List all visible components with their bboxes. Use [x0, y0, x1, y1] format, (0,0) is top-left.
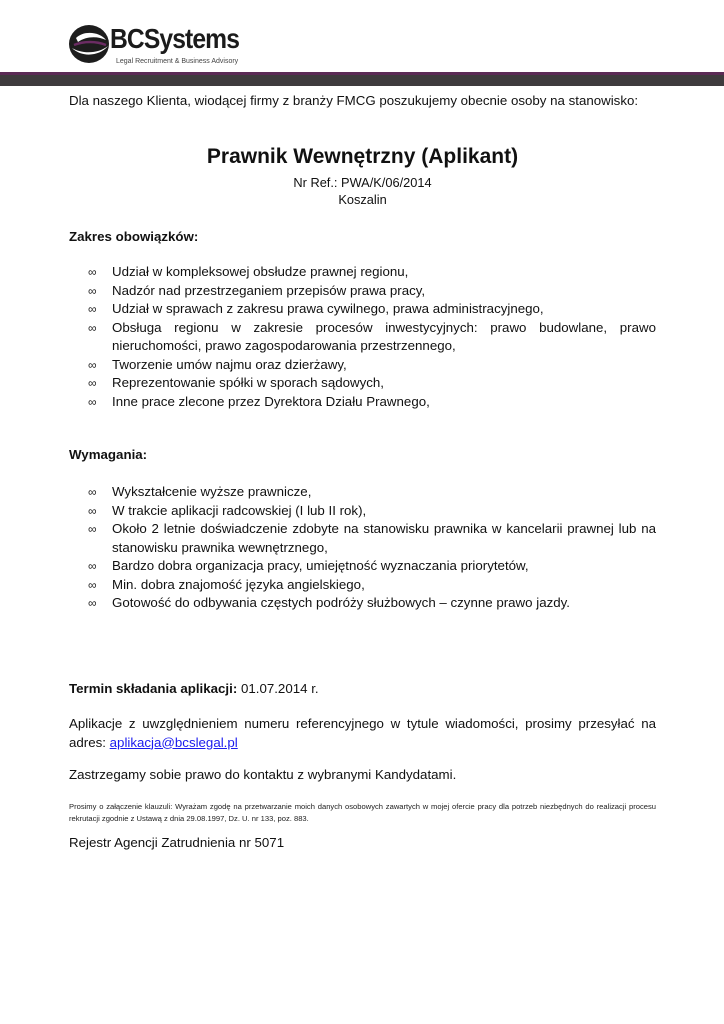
- list-item-text: Bardzo dobra organizacja pracy, umiejętność wyznaczania priorytetów,: [112, 558, 529, 573]
- bullet-infinity-icon: ∞: [88, 485, 97, 499]
- job-title: Prawnik Wewnętrzny (Aplikant): [206, 145, 519, 168]
- list-item: [69, 594, 656, 613]
- email-link[interactable]: aplikacja@bcslegal.pl: [109, 734, 238, 750]
- list-item: [69, 502, 656, 521]
- apply-text: Aplikacje z uwzględnieniem numeru referencyjnego w tytule wiadomości, prosimy przesyłać na adres:: [69, 716, 656, 750]
- application-deadline: [69, 680, 319, 698]
- header-bar: [0, 72, 724, 86]
- logo-tagline: Legal Recruitment & Business Advisory: [116, 58, 239, 65]
- consent-clause: Prosimy o załączenie klauzuli: Wyrażam zgodę na przetwarzanie moich danych osobowych zawartych w mojej ofercie pracy dla potrzeb niezbędnych do realizacji procesu rekrutacji zgodnie z Ustawą z dnia 29.08.1997, Dz. U. nr 133, poz. 883.: [69, 802, 656, 823]
- list-item: [69, 319, 656, 356]
- deadline-label: Termin składania aplikacji:: [69, 681, 238, 696]
- bullet-infinity-icon: ∞: [88, 596, 97, 610]
- list-item-text: Tworzenie umów najmu oraz dzierżawy,: [112, 356, 347, 372]
- bullet-infinity-icon: ∞: [88, 522, 97, 536]
- list-item: [69, 374, 656, 393]
- list-item: [69, 300, 656, 319]
- bullet-infinity-icon: ∞: [88, 357, 97, 372]
- logo-wordmark: BCSystems: [110, 23, 240, 54]
- list-item: [69, 356, 656, 375]
- list-item: [69, 483, 656, 502]
- list-item-text: Udział w sprawach z zakresu prawa cywilnego, prawa administracyjnego,: [112, 301, 544, 316]
- bullet-infinity-icon: ∞: [88, 265, 97, 279]
- header-accent-line: [0, 72, 724, 75]
- list-item: [69, 263, 656, 282]
- logo-swoosh-icon: [68, 20, 112, 68]
- deadline-value: 01.07.2014 r.: [240, 681, 319, 696]
- page-header: [0, 0, 724, 86]
- list-item-text: Min. dobra znajomość języka angielskiego,: [112, 576, 365, 592]
- intro-text: Dla naszego Klienta, wiodącej firmy z branży FMCG poszukujemy obecnie osoby na stanowisko:: [69, 93, 639, 108]
- bullet-infinity-icon: ∞: [88, 394, 97, 409]
- list-item: [69, 557, 656, 576]
- list-item-text: W trakcie aplikacji radcowskiej (I lub II rok),: [112, 502, 367, 518]
- list-item: [69, 576, 656, 595]
- list-item-text: Nadzór nad przestrzeganiem przepisów prawa pracy,: [112, 282, 426, 298]
- list-item: [69, 393, 656, 412]
- agency-registry: Rejestr Agencji Zatrudnienia nr 5071: [69, 835, 285, 850]
- list-item-text: Gotowość do odbywania częstych podróży służbowych – czynne prawo jazdy.: [112, 595, 570, 610]
- bullet-infinity-icon: ∞: [88, 320, 97, 335]
- list-item: [69, 282, 656, 301]
- list-item-text: Wykształcenie wyższe prawnicze,: [112, 484, 312, 499]
- application-instructions: [69, 715, 656, 752]
- list-item: [69, 520, 656, 557]
- bullet-infinity-icon: ∞: [88, 376, 97, 390]
- list-item-text: Obsługa regionu w zakresie procesów inwestycyjnych: prawo budowlane, prawo nieruchomości, prawo zagospodarowania przestrzennego,: [112, 319, 656, 353]
- company-logo: [68, 20, 238, 70]
- reference-number: Nr Ref.: PWA/K/06/2014: [293, 175, 432, 190]
- list-item-text: Około 2 letnie doświadczenie zdobyte na stanowisku prawnika w kancelarii prawnej lub na stanowisku prawnika wewnętrznego,: [112, 521, 656, 555]
- bullet-infinity-icon: ∞: [88, 503, 97, 518]
- list-item-text: Reprezentowanie spółki w sporach sądowych,: [112, 375, 384, 390]
- bullet-infinity-icon: ∞: [88, 559, 97, 573]
- contact-reservation: Zastrzegamy sobie prawo do kontaktu z wybranymi Kandydatami.: [69, 767, 457, 782]
- bullet-infinity-icon: ∞: [88, 302, 97, 316]
- requirements-list: [69, 483, 656, 613]
- bullet-infinity-icon: ∞: [88, 283, 97, 298]
- list-item-text: Udział w kompleksowej obsłudze prawnej regionu,: [112, 264, 409, 279]
- job-location: Koszalin: [338, 192, 387, 207]
- duties-list: [69, 263, 656, 411]
- list-item-text: Inne prace zlecone przez Dyrektora Działu Prawnego,: [112, 393, 430, 409]
- requirements-heading: Wymagania:: [69, 447, 148, 462]
- duties-heading: Zakres obowiązków:: [69, 229, 199, 244]
- bullet-infinity-icon: ∞: [88, 577, 97, 592]
